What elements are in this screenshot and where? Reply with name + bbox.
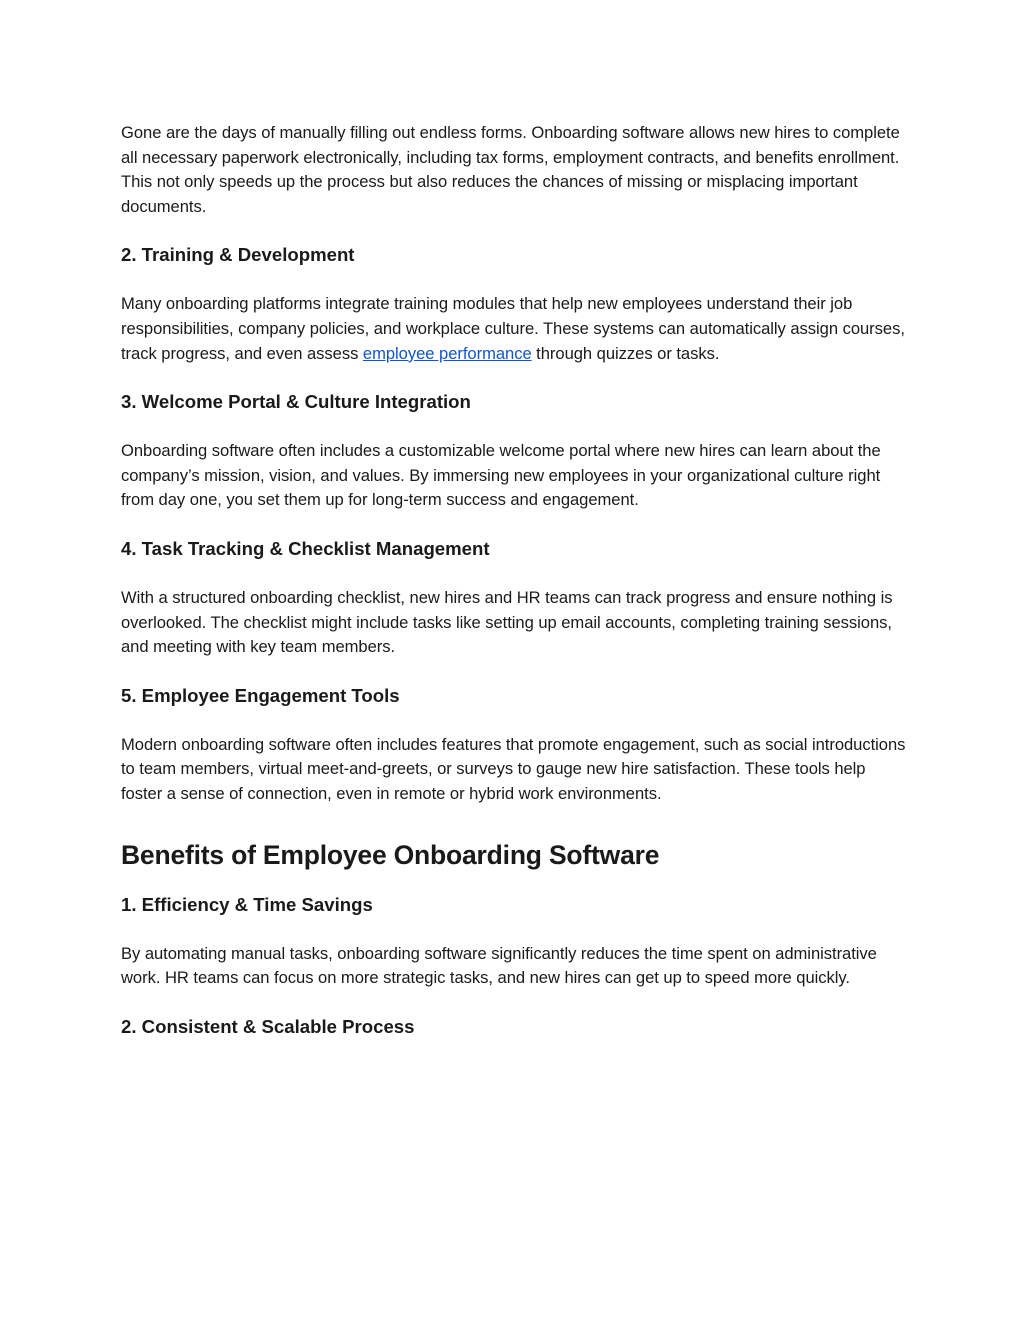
intro-paragraph: Gone are the days of manually filling out endless forms. Onboarding software allows new hires to complete all necessary paperwork electronically, including tax forms, employment contracts, and benefits enrollment. This not only speeds up the process but also reduces the chances of missing or misplacing important documents. (121, 123, 900, 216)
heading-task-tracking: 4. Task Tracking & Checklist Management (121, 537, 490, 559)
heading-benefits: Benefits of Employee Onboarding Software (121, 839, 660, 870)
training-text-after: through quizzes or tasks. (531, 343, 720, 363)
document-page (121, 121, 911, 1039)
paragraph-training-development (121, 292, 911, 366)
heading-efficiency: 1. Efficiency & Time Savings (121, 893, 373, 915)
paragraph-task-tracking: With a structured onboarding checklist, new hires and HR teams can track progress and ensure nothing is overlooked. The checklist might include tasks like setting up email accounts, completing training sessions, and meeting with key team members. (121, 587, 893, 657)
paragraph-welcome-portal: Onboarding software often includes a customizable welcome portal where new hires can learn about the company’s mission, vision, and values. By immersing new employees in your organizational culture right from day one, you set them up for long-term success and engagement. (121, 441, 881, 510)
paragraph-efficiency: By automating manual tasks, onboarding software significantly reduces the time spent on administrative work. HR teams can focus on more strategic tasks, and new hires can get up to speed more quickly. (121, 943, 877, 988)
heading-consistent-process: 2. Consistent & Scalable Process (121, 1015, 415, 1037)
heading-welcome-portal: 3. Welcome Portal & Culture Integration (121, 391, 471, 413)
heading-engagement-tools: 5. Employee Engagement Tools (121, 684, 400, 706)
paragraph-engagement-tools: Modern onboarding software often includes features that promote engagement, such as social introductions to team members, virtual meet-and-greets, or surveys to gauge new hire satisfaction. These tools help foster a sense of connection, even in remote or hybrid work environments. (121, 734, 906, 803)
training-text-before: Many onboarding platforms integrate training modules that help new employees understand their job responsibilities, company policies, and workplace culture. These systems can automatically assign courses, track progress, and even assess (121, 294, 905, 363)
heading-training-development: 2. Training & Development (121, 244, 355, 266)
employee-performance-link[interactable]: employee performance (362, 343, 532, 363)
